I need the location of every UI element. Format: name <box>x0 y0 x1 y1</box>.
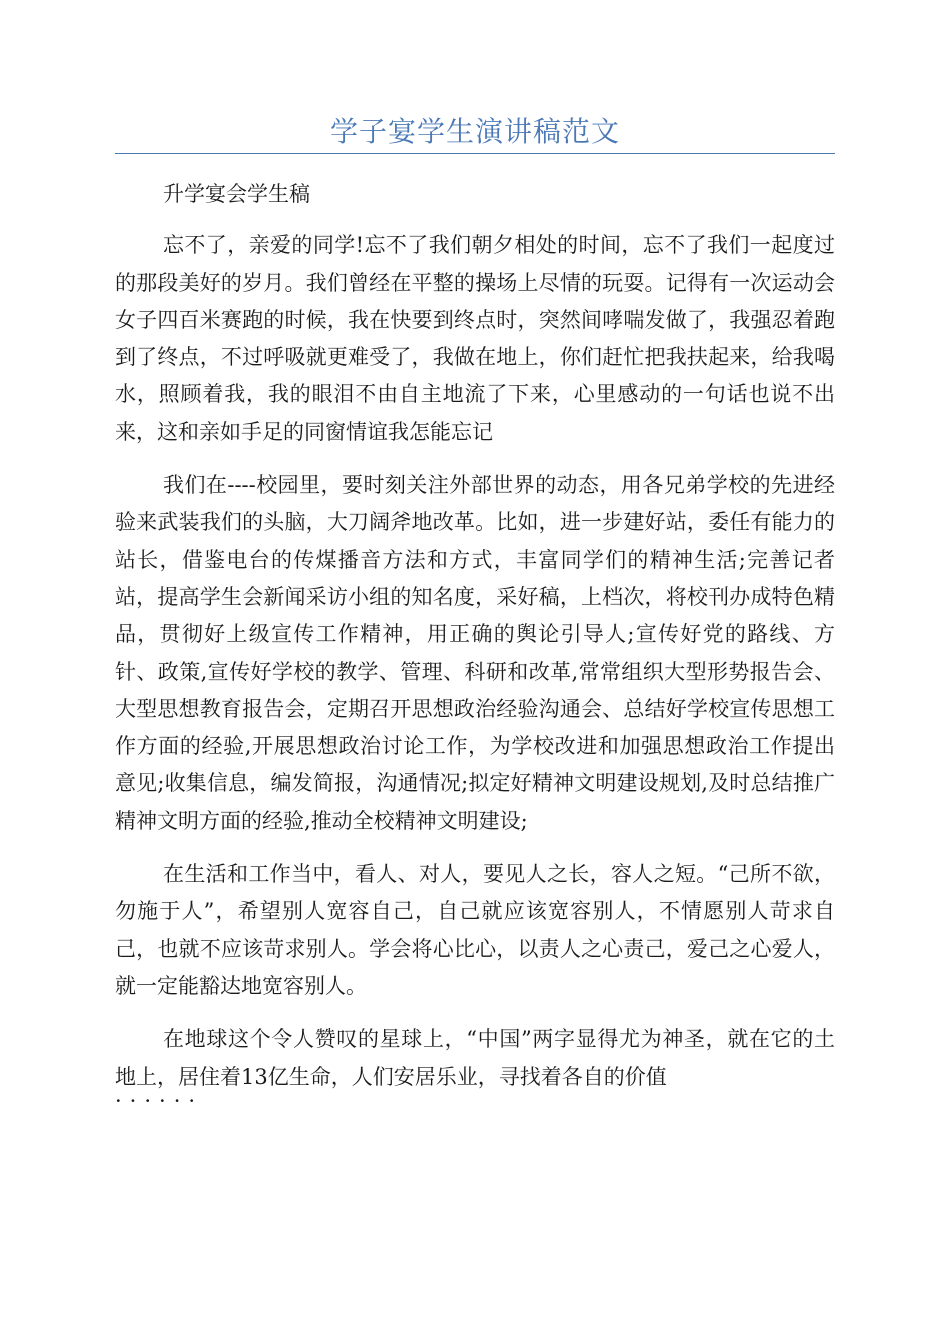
document-title: 学子宴学生演讲稿范文 <box>329 115 620 148</box>
ellipsis: ······ <box>115 1088 204 1113</box>
paragraph-3: 在生活和工作当中，看人、对人，要见人之长，容人之短。“己所不欲，勿施于人”，希望别人宽容自己，自己就应该宽容别人，不情愿别人苛求自己，也就不应该苛求别人。学会将心比心，以责人之心责己，爱己之心爱人，就一定能豁达地宽容别人。 <box>115 862 835 998</box>
paragraph-subtitle: 升学宴会学生稿 <box>163 182 310 206</box>
paragraph-1: 忘不了，亲爱的同学!忘不了我们朝夕相处的时间，忘不了我们一起度过的那段美好的岁月。我们曾经在平整的操场上尽情的玩耍。记得有一次运动会女子四百米赛跑的时候，我在快要到终点时，突然间哮喘发做了，我强忍着跑到了终点，不过呼吸就更难受了，我做在地上，你们赶忙把我扶起来，给我喝水，照顾着我，我的眼泪不由自主地流了下来，心里感动的一句话也说不出来，这和亲如手足的同窗情谊我怎能忘记 <box>115 233 835 444</box>
document-body <box>115 176 835 1116</box>
title-underline <box>115 153 835 154</box>
paragraph-2: 我们在----校园里，要时刻关注外部世界的动态，用各兄弟学校的先进经验来武装我们的头脑，大刀阔斧地改革。比如，进一步建好站，委任有能力的站长，借鉴电台的传煤播音方法和方式，丰富同学们的精神生活;完善记者站，提高学生会新闻采访小组的知名度，采好稿，上档次，将校刊办成特色精品，贯彻好上级宣传工作精神，用正确的舆论引导人;宣传好党的路线、方针、政策,宣传好学校的教学、管理、科研和改革,常常组织大型形势报告会、大型思想教育报告会，定期召开思想政治经验沟通会、总结好学校宣传思想工作方面的经验,开展思想政治讨论工作，为学校改进和加强思想政治工作提出意见;收集信息，编发简报，沟通情况;拟定好精神文明建设规划,及时总结推广精神文明方面的经验,推动全校精神文明建设; <box>115 473 835 833</box>
paragraph-4: 在地球这个令人赞叹的星球上，“中国”两字显得尤为神圣，就在它的土地上，居住着13亿生命，人们安居乐业，寻找着各自的价值 <box>115 1027 835 1089</box>
